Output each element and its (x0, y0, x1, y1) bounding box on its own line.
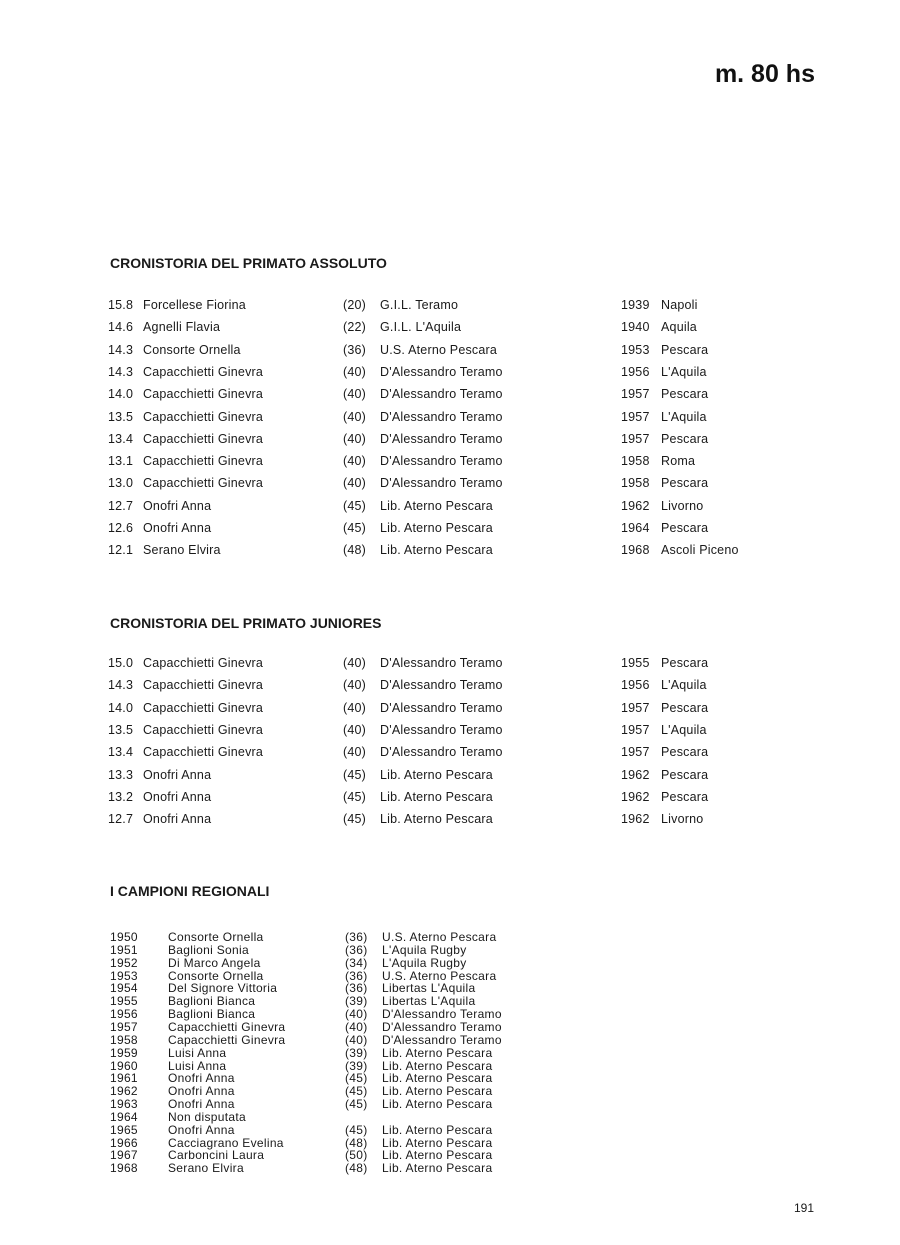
time: 13.4 (108, 431, 134, 446)
year: 1957 (110, 1019, 138, 1034)
time: 12.6 (108, 521, 134, 535)
time: 13.1 (108, 454, 134, 469)
club: Lib. Aterno Pescara (380, 767, 493, 782)
athlete-name: Capacchietti Ginevra (143, 387, 264, 402)
birth-year: (45) (343, 521, 367, 535)
year: 1952 (110, 955, 138, 970)
club: D'Alessandro Teramo (380, 409, 503, 424)
club: D'Alessandro Teramo (380, 678, 503, 693)
athlete-name: Baglioni Bianca (168, 994, 256, 1009)
athlete-name: Onofri Anna (143, 789, 212, 804)
club: Libertas L'Aquila (382, 981, 476, 996)
city: Ascoli Piceno (661, 543, 739, 558)
record-year: 1955 (621, 656, 650, 670)
birth-year: (39) (345, 1045, 368, 1060)
athlete-name: Onofri Anna (143, 498, 212, 513)
athlete-name: Luisi Anna (168, 1045, 227, 1060)
record-year: 1957 (621, 700, 650, 715)
year: 1964 (110, 1109, 138, 1124)
athlete-name: Capacchietti Ginevra (143, 431, 264, 446)
record-year: 1939 (621, 298, 650, 312)
club: Lib. Aterno Pescara (380, 789, 493, 804)
club: D'Alessandro Teramo (380, 431, 503, 446)
time: 13.3 (108, 767, 134, 782)
time: 12.7 (108, 498, 134, 513)
birth-year: (45) (345, 1122, 368, 1137)
birth-year: (39) (345, 1058, 368, 1073)
club: D'Alessandro Teramo (380, 364, 503, 379)
club: Lib. Aterno Pescara (380, 498, 493, 513)
club: D'Alessandro Teramo (380, 700, 503, 715)
record-year: 1957 (621, 745, 650, 760)
year: 1954 (110, 981, 138, 996)
record-year: 1958 (621, 454, 650, 469)
birth-year: (40) (343, 476, 367, 491)
year: 1955 (110, 994, 138, 1009)
birth-year: (45) (343, 767, 367, 782)
city: L'Aquila (661, 722, 707, 737)
athlete-name: Cacciagrano Evelina (168, 1135, 284, 1150)
heading-assoluto: CRONISTORIA DEL PRIMATO ASSOLUTO (110, 255, 387, 271)
club: Lib. Aterno Pescara (382, 1097, 493, 1112)
birth-year: (40) (343, 454, 367, 469)
athlete-name: Capacchietti Ginevra (143, 722, 264, 737)
club: L'Aquila Rugby (382, 955, 467, 970)
record-year: 1957 (621, 409, 650, 424)
birth-year: (40) (343, 700, 367, 715)
birth-year: (45) (345, 1084, 368, 1099)
club: Lib. Aterno Pescara (382, 1071, 493, 1086)
club: Lib. Aterno Pescara (382, 1148, 493, 1163)
city: L'Aquila (661, 409, 707, 424)
birth-year: (36) (345, 942, 368, 957)
record-year: 1957 (621, 722, 650, 737)
club: Lib. Aterno Pescara (382, 1058, 493, 1073)
time: 14.0 (108, 387, 134, 402)
record-year: 1957 (621, 387, 650, 402)
city: Roma (661, 454, 696, 469)
heading-juniores: CRONISTORIA DEL PRIMATO JUNIORES (110, 615, 382, 631)
club: G.I.L. L'Aquila (380, 320, 462, 335)
city: Livorno (661, 812, 704, 827)
athlete-name: Forcellese Fiorina (143, 298, 246, 312)
city: Pescara (661, 431, 709, 446)
city: Aquila (661, 320, 697, 335)
athlete-name: Serano Elvira (143, 543, 221, 558)
club: Lib. Aterno Pescara (380, 521, 493, 535)
city: Pescara (661, 767, 709, 782)
birth-year: (20) (343, 298, 367, 312)
record-year: 1962 (621, 789, 650, 804)
club: D'Alessandro Teramo (382, 1007, 502, 1022)
time: 14.3 (108, 342, 134, 357)
time: 15.8 (108, 298, 134, 312)
birth-year: (45) (343, 789, 367, 804)
club: L'Aquila Rugby (382, 942, 467, 957)
birth-year: (45) (345, 1097, 368, 1112)
year: 1968 (110, 1161, 138, 1176)
time: 13.2 (108, 789, 134, 804)
athlete-name: Carboncini Laura (168, 1148, 265, 1163)
athlete-name: Baglioni Sonia (168, 942, 249, 957)
record-year: 1962 (621, 498, 650, 513)
year: 1953 (110, 968, 138, 983)
record-year: 1962 (621, 767, 650, 782)
city: Pescara (661, 387, 709, 402)
time: 13.4 (108, 745, 134, 760)
birth-year: (45) (343, 498, 367, 513)
birth-year: (40) (343, 722, 367, 737)
birth-year: (40) (343, 409, 367, 424)
athlete-name: Del Signore Vittoria (168, 981, 278, 996)
record-year: 1953 (621, 342, 650, 357)
time: 12.7 (108, 812, 134, 827)
club: U.S. Aterno Pescara (382, 930, 497, 944)
birth-year: (36) (345, 968, 368, 983)
athlete-name: Consorte Ornella (168, 930, 264, 944)
record-year: 1968 (621, 543, 650, 558)
club: Lib. Aterno Pescara (380, 543, 493, 558)
club: D'Alessandro Teramo (382, 1032, 502, 1047)
record-year: 1956 (621, 364, 650, 379)
year: 1963 (110, 1097, 138, 1112)
page-title: m. 80 hs (714, 60, 815, 88)
athlete-name: Capacchietti Ginevra (168, 1019, 286, 1034)
club: Lib. Aterno Pescara (382, 1084, 493, 1099)
birth-year: (22) (343, 320, 367, 335)
club: Lib. Aterno Pescara (382, 1122, 493, 1137)
time: 13.5 (108, 409, 134, 424)
birth-year: (39) (345, 994, 368, 1009)
record-year: 1940 (621, 320, 650, 335)
birth-year: (48) (345, 1161, 368, 1176)
record-year: 1958 (621, 476, 650, 491)
club: D'Alessandro Teramo (380, 745, 503, 760)
athlete-name: Capacchietti Ginevra (143, 745, 264, 760)
athlete-name: Serano Elvira (168, 1161, 244, 1176)
club: D'Alessandro Teramo (380, 656, 503, 670)
athlete-name: Consorte Ornella (143, 342, 241, 357)
athlete-name: Agnelli Flavia (143, 320, 221, 335)
time: 13.5 (108, 722, 134, 737)
club: Lib. Aterno Pescara (382, 1135, 493, 1150)
page-number: 191 (793, 1201, 814, 1215)
club: Lib. Aterno Pescara (380, 812, 493, 827)
birth-year: (40) (345, 1019, 368, 1034)
city: Napoli (661, 298, 698, 312)
birth-year: (48) (343, 543, 367, 558)
athlete-name: Di Marco Angela (168, 955, 261, 970)
year: 1961 (110, 1071, 138, 1086)
birth-year: (48) (345, 1135, 368, 1150)
city: Pescara (661, 342, 709, 357)
time: 13.0 (108, 476, 134, 491)
year: 1951 (110, 942, 138, 957)
record-year: 1956 (621, 678, 650, 693)
year: 1959 (110, 1045, 138, 1060)
record-year: 1957 (621, 431, 650, 446)
club: G.I.L. Teramo (380, 298, 459, 312)
city: Pescara (661, 745, 709, 760)
athlete-name: Capacchietti Ginevra (143, 364, 264, 379)
athlete-name: Non disputata (168, 1109, 246, 1124)
athlete-name: Baglioni Bianca (168, 1007, 256, 1022)
athlete-name: Onofri Anna (168, 1071, 235, 1086)
athlete-name: Consorte Ornella (168, 968, 264, 983)
year: 1956 (110, 1007, 138, 1022)
club: D'Alessandro Teramo (380, 476, 503, 491)
birth-year: (45) (343, 812, 367, 827)
birth-year: (40) (343, 678, 367, 693)
athlete-name: Capacchietti Ginevra (143, 700, 264, 715)
year: 1966 (110, 1135, 138, 1150)
time: 12.1 (108, 543, 134, 558)
athlete-name: Luisi Anna (168, 1058, 227, 1073)
birth-year: (40) (343, 656, 367, 670)
athlete-name: Capacchietti Ginevra (143, 678, 264, 693)
club: U.S. Aterno Pescara (380, 342, 498, 357)
city: Pescara (661, 656, 709, 670)
club: U.S. Aterno Pescara (382, 968, 497, 983)
city: Pescara (661, 476, 709, 491)
athlete-name: Onofri Anna (168, 1097, 235, 1112)
club: D'Alessandro Teramo (380, 454, 503, 469)
city: L'Aquila (661, 678, 707, 693)
athlete-name: Capacchietti Ginevra (143, 476, 264, 491)
year: 1962 (110, 1084, 138, 1099)
year: 1965 (110, 1122, 138, 1137)
city: Pescara (661, 700, 709, 715)
birth-year: (40) (343, 387, 367, 402)
year: 1960 (110, 1058, 138, 1073)
club: D'Alessandro Teramo (380, 722, 503, 737)
club: D'Alessandro Teramo (380, 387, 503, 402)
club: D'Alessandro Teramo (382, 1019, 502, 1034)
birth-year: (40) (343, 364, 367, 379)
club: Lib. Aterno Pescara (382, 1161, 493, 1176)
year: 1967 (110, 1148, 138, 1163)
city: Pescara (661, 521, 709, 535)
club: Lib. Aterno Pescara (382, 1045, 493, 1060)
athlete-name: Onofri Anna (143, 767, 212, 782)
athlete-name: Onofri Anna (143, 812, 212, 827)
time: 14.0 (108, 700, 134, 715)
birth-year: (45) (345, 1071, 368, 1086)
city: L'Aquila (661, 364, 707, 379)
athlete-name: Onofri Anna (143, 521, 212, 535)
athlete-name: Capacchietti Ginevra (143, 409, 264, 424)
birth-year: (34) (345, 955, 368, 970)
record-year: 1964 (621, 521, 650, 535)
birth-year: (36) (345, 930, 368, 944)
city: Pescara (661, 789, 709, 804)
record-year: 1962 (621, 812, 650, 827)
time: 14.3 (108, 678, 134, 693)
time: 14.3 (108, 364, 134, 379)
birth-year: (36) (345, 981, 368, 996)
time: 15.0 (108, 656, 134, 670)
birth-year: (50) (345, 1148, 368, 1163)
birth-year: (36) (343, 342, 367, 357)
birth-year: (40) (345, 1007, 368, 1022)
club: Libertas L'Aquila (382, 994, 476, 1009)
year: 1958 (110, 1032, 138, 1047)
athlete-name: Capacchietti Ginevra (143, 656, 264, 670)
athlete-name: Onofri Anna (168, 1122, 235, 1137)
birth-year: (40) (345, 1032, 368, 1047)
athlete-name: Onofri Anna (168, 1084, 235, 1099)
birth-year: (40) (343, 745, 367, 760)
time: 14.6 (108, 320, 134, 335)
city: Livorno (661, 498, 704, 513)
birth-year: (40) (343, 431, 367, 446)
athlete-name: Capacchietti Ginevra (168, 1032, 286, 1047)
year: 1950 (110, 930, 138, 944)
heading-campioni: I CAMPIONI REGIONALI (110, 883, 270, 899)
athlete-name: Capacchietti Ginevra (143, 454, 264, 469)
